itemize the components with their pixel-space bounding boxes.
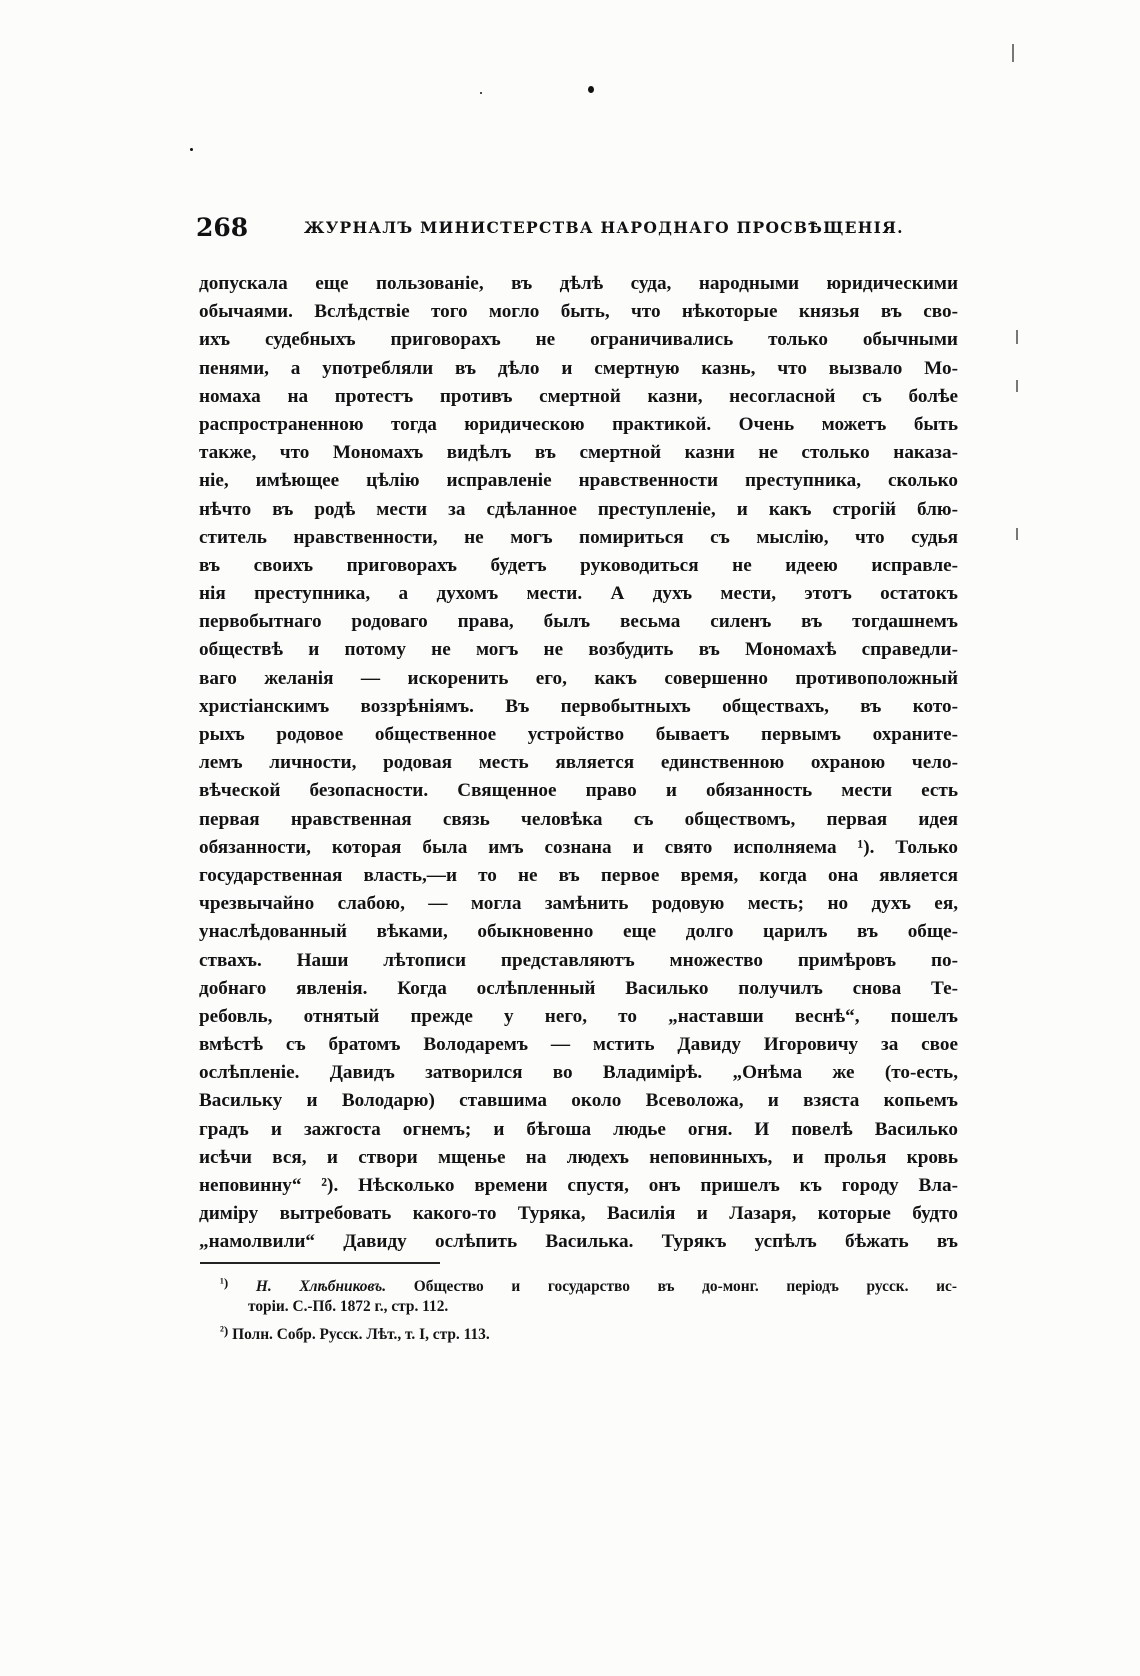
footnote-marker: ²) — [220, 1323, 229, 1338]
text-line: рыхъ родовое общественное устройство бываетъ первымъ охраните- — [199, 724, 958, 745]
text-line: допускала еще пользованіе, въ дѣлѣ суда, народными юридическими — [199, 273, 958, 294]
scan-edge-mark — [1016, 380, 1018, 392]
text-line: ихъ судебныхъ приговорахъ не ограничивались только обычными — [199, 329, 958, 351]
text-line: христіанскимъ воззрѣніямъ. Въ первобытныхъ обществахъ, въ кото- — [199, 695, 958, 717]
text-line: ребовль, отнятый прежде у него, то „наставши веснѣ“, пошелъ — [199, 1005, 958, 1027]
footnote-marker: ¹) — [220, 1275, 229, 1290]
footnote-rule — [200, 1262, 440, 1264]
text-line: ствахъ. Наши лѣтописи представляютъ множество примѣровъ по- — [199, 949, 958, 971]
text-line: вѣческой безопасности. Священное право и обязанность мести есть — [199, 780, 958, 802]
text-line: градъ и зажгоста огнемъ; и бѣгоша людье огня. И повелѣ Василько — [199, 1118, 958, 1140]
text-line: ніе, имѣющее цѣлію исправленіе нравственности преступника, сколько — [199, 470, 958, 492]
text-line: обычаями. Вслѣдствіе того могло быть, что нѣкоторые князья въ сво- — [199, 301, 958, 323]
text-line: государственная власть,—и то не въ первое время, когда она является — [199, 864, 958, 886]
text-line: распространенною тогда юридическою практикой. Очень можетъ быть — [199, 413, 958, 435]
body-text — [199, 270, 958, 1257]
scan-edge-mark — [1016, 528, 1018, 540]
footnote-1-continuation: торіи. С.-Пб. 1872 г., стр. 112. — [248, 1298, 449, 1315]
footnote-2 — [220, 1319, 957, 1343]
page-number: 268 — [196, 213, 249, 242]
text-line: номаха на протестъ противъ смертной казни, несогласной съ болѣе — [199, 385, 958, 407]
text-line: вмѣстѣ съ братомъ Володаремъ — мстить Давиду Игоровичу за свое — [199, 1034, 958, 1056]
footnotes — [220, 1271, 957, 1343]
scan-speck — [480, 92, 482, 94]
footnote-author: Н. Хлѣбниковъ. — [255, 1278, 387, 1295]
scan-speck — [190, 148, 193, 151]
text-line: также, что Мономахъ видѣлъ въ смертной казни не столько наказа- — [199, 442, 958, 464]
text-line: Васильку и Володарю) ставшима около Всеволожа, и взяста копьемъ — [199, 1090, 958, 1112]
scan-edge-mark — [1012, 44, 1014, 62]
text-line: обязанности, которая была имъ сознана и свято исполняема ¹). Только — [199, 836, 958, 858]
text-line: „намолвили“ Давиду ослѣпить Василька. Турякъ успѣлъ бѣжать въ — [199, 1231, 958, 1253]
footnote-1 — [220, 1271, 957, 1295]
text-line: нѣчто въ родѣ мести за сдѣланное преступленіе, и какъ строгій блю- — [199, 498, 958, 520]
text-line: неповинну“ ²). Нѣсколько времени спустя, онъ пришелъ къ городу Вла- — [199, 1175, 958, 1196]
text-line: обществѣ и потому не могъ не возбудить въ Мономахѣ справедли- — [199, 639, 958, 661]
text-line: лемъ личности, родовая месть является единственною охраною чело- — [199, 752, 958, 774]
scan-edge-mark — [1016, 330, 1018, 344]
text-line: первая нравственная связь человѣка съ обществомъ, первая идея — [199, 808, 958, 830]
text-line: исѣчи вся, и створи мщенье на людехъ неповинныхъ, и пролья кровь — [199, 1146, 958, 1168]
page-header — [196, 213, 956, 245]
footnote-text: Полн. Собр. Русск. Лѣт., т. I, стр. 113. — [232, 1326, 490, 1343]
text-line: ваго желанія — искоренить его, какъ совершенно противоположный — [199, 667, 958, 689]
text-line: ослѣпленіе. Давидъ затворился во Владимірѣ. „Онѣма же (то-есть, — [199, 1062, 958, 1084]
text-line: пенями, а употребляли въ дѣло и смертную казнь, что вызвало Мо- — [199, 357, 958, 379]
text-line: нія преступника, а духомъ мести. А духъ мести, этотъ остатокъ — [199, 583, 958, 605]
text-line: первобытнаго родоваго права, былъ весьма силенъ въ тогдашнемъ — [199, 611, 958, 633]
text-line: чрезвычайно слабою, — могла замѣнить родовую месть; но духъ ея, — [199, 893, 958, 915]
text-line: добнаго явленія. Когда ослѣпленный Василько получилъ снова Те- — [199, 977, 958, 999]
scan-speck — [588, 86, 594, 93]
text-line: ститель нравственности, не могъ помириться съ мыслію, что судья — [199, 526, 958, 548]
footnote-text: Общество и государство въ до-монг. періодъ русск. ис- — [413, 1278, 957, 1295]
running-title: ЖУРНАЛЪ МИНИСТЕРСТВА НАРОДНАГО ПРОСВѢЩЕНІЯ. — [304, 218, 904, 237]
text-line: унаслѣдованный вѣками, обыкновенно еще долго царилъ въ обще- — [199, 921, 958, 943]
text-line: диміру вытребовать какого-то Туряка, Василія и Лазаря, которые будто — [199, 1203, 958, 1225]
text-line: въ своихъ приговорахъ будетъ руководиться не идеею исправле- — [199, 554, 958, 576]
